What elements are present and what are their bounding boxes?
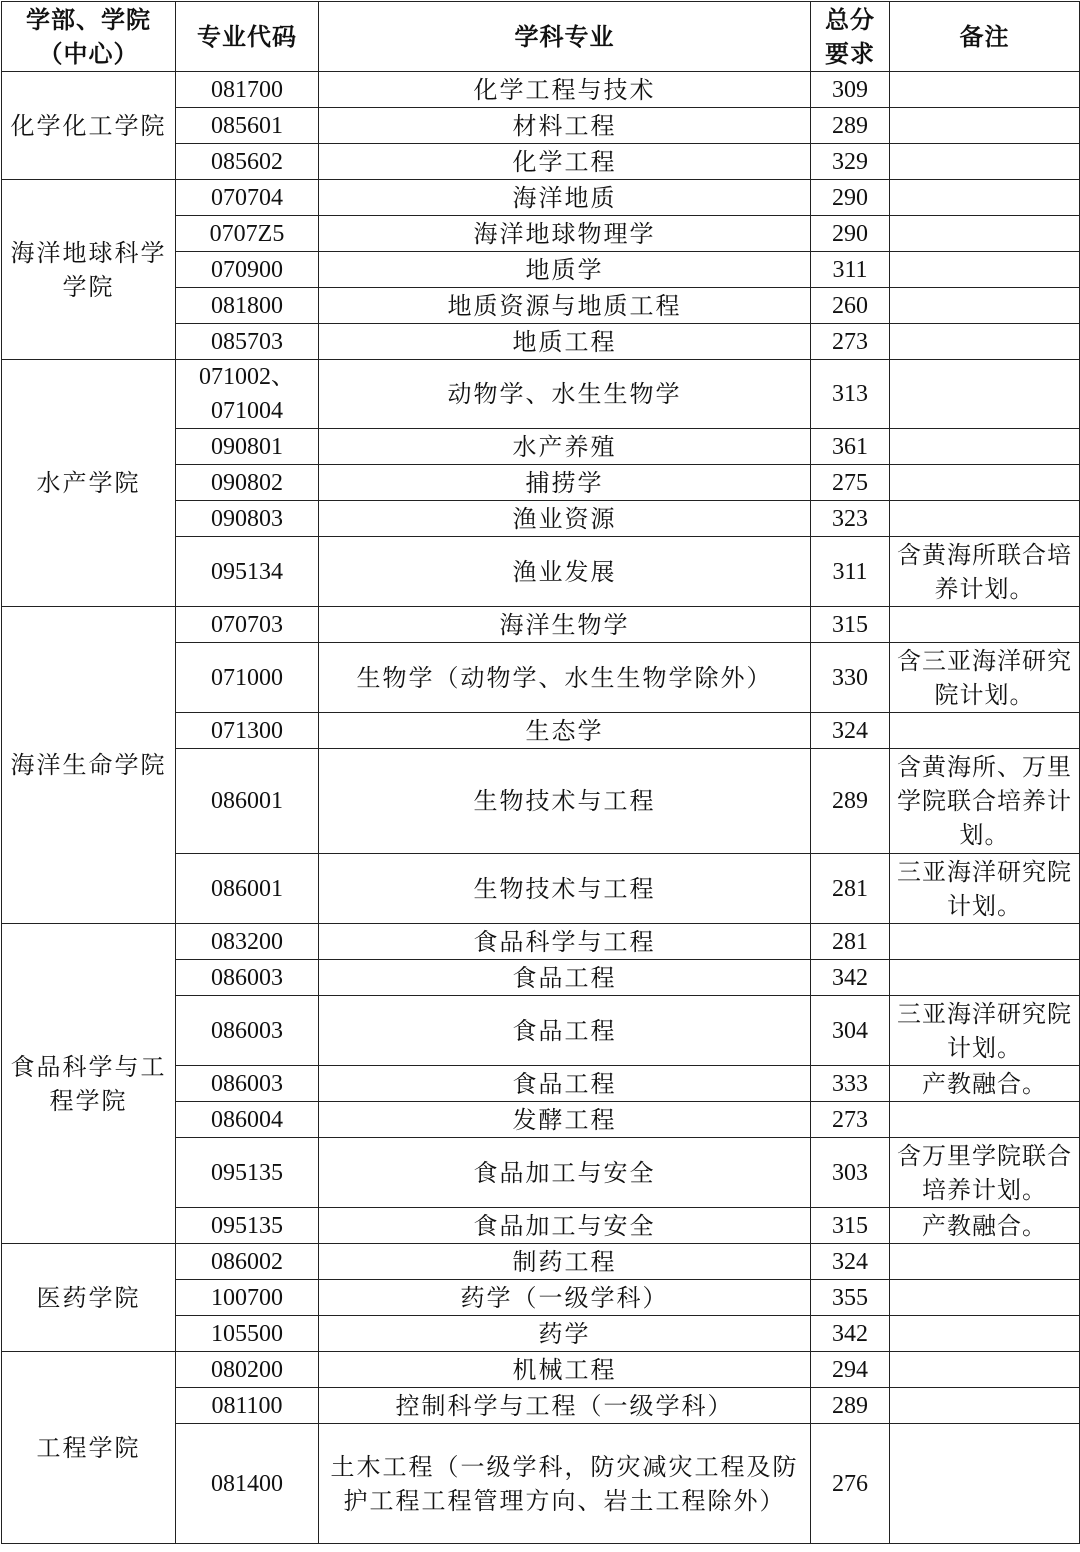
code-cell: 086001 xyxy=(176,749,319,854)
note-cell xyxy=(890,501,1080,537)
note-cell xyxy=(890,1388,1080,1424)
major-cell: 机械工程 xyxy=(319,1352,811,1388)
code-cell: 100700 xyxy=(176,1280,319,1316)
score-cell: 289 xyxy=(811,749,890,854)
score-cell: 342 xyxy=(811,1316,890,1352)
score-cell: 281 xyxy=(811,854,890,924)
dept-cell: 医药学院 xyxy=(2,1244,176,1352)
header-major: 学科专业 xyxy=(319,2,811,72)
table-row xyxy=(2,360,1080,429)
major-cell: 化学工程与技术 xyxy=(319,72,811,108)
dept-cell: 工程学院 xyxy=(2,1352,176,1544)
note-cell xyxy=(890,72,1080,108)
note-cell xyxy=(890,960,1080,996)
dept-cell: 水产学院 xyxy=(2,360,176,607)
major-cell: 食品科学与工程 xyxy=(319,924,811,960)
code-cell: 081100 xyxy=(176,1388,319,1424)
code-cell: 080200 xyxy=(176,1352,319,1388)
note-cell: 含万里学院联合培养计划。 xyxy=(890,1138,1080,1208)
major-cell: 地质学 xyxy=(319,252,811,288)
major-cell: 食品加工与安全 xyxy=(319,1138,811,1208)
note-cell: 产教融合。 xyxy=(890,1066,1080,1102)
score-cell: 275 xyxy=(811,465,890,501)
header-code: 专业代码 xyxy=(176,2,319,72)
note-cell xyxy=(890,216,1080,252)
major-cell: 制药工程 xyxy=(319,1244,811,1280)
code-cell: 090801 xyxy=(176,429,319,465)
note-cell: 三亚海洋研究院计划。 xyxy=(890,996,1080,1066)
code-cell: 086004 xyxy=(176,1102,319,1138)
note-cell xyxy=(890,108,1080,144)
note-cell xyxy=(890,429,1080,465)
code-cell: 095134 xyxy=(176,537,319,607)
code-cell: 090803 xyxy=(176,501,319,537)
table-row xyxy=(2,1244,1080,1280)
code-cell: 086003 xyxy=(176,996,319,1066)
score-cell: 309 xyxy=(811,72,890,108)
note-cell xyxy=(890,1102,1080,1138)
note-cell: 含三亚海洋研究院计划。 xyxy=(890,643,1080,713)
major-cell: 土木工程（一级学科，防灾减灾工程及防护工程工程管理方向、岩土工程除外） xyxy=(319,1424,811,1544)
note-cell xyxy=(890,144,1080,180)
major-cell: 渔业资源 xyxy=(319,501,811,537)
score-cell: 323 xyxy=(811,501,890,537)
major-cell: 海洋生物学 xyxy=(319,607,811,643)
score-cell: 361 xyxy=(811,429,890,465)
score-cell: 355 xyxy=(811,1280,890,1316)
score-cell: 324 xyxy=(811,713,890,749)
score-cell: 342 xyxy=(811,960,890,996)
score-requirements-table xyxy=(1,1,1080,1544)
dept-cell: 食品科学与工程学院 xyxy=(2,924,176,1244)
code-cell: 070703 xyxy=(176,607,319,643)
note-cell xyxy=(890,288,1080,324)
code-cell: 085602 xyxy=(176,144,319,180)
note-cell xyxy=(890,1280,1080,1316)
score-cell: 329 xyxy=(811,144,890,180)
note-cell xyxy=(890,924,1080,960)
note-cell xyxy=(890,607,1080,643)
score-cell: 315 xyxy=(811,1208,890,1244)
header-note: 备注 xyxy=(890,2,1080,72)
note-cell: 含黄海所联合培养计划。 xyxy=(890,537,1080,607)
major-cell: 食品加工与安全 xyxy=(319,1208,811,1244)
note-cell xyxy=(890,324,1080,360)
code-cell: 085601 xyxy=(176,108,319,144)
code-cell: 086001 xyxy=(176,854,319,924)
major-cell: 捕捞学 xyxy=(319,465,811,501)
major-cell: 药学 xyxy=(319,1316,811,1352)
code-cell: 095135 xyxy=(176,1208,319,1244)
score-cell: 324 xyxy=(811,1244,890,1280)
major-cell: 生态学 xyxy=(319,713,811,749)
note-cell: 产教融合。 xyxy=(890,1208,1080,1244)
code-cell: 086002 xyxy=(176,1244,319,1280)
score-cell: 304 xyxy=(811,996,890,1066)
code-cell: 086003 xyxy=(176,1066,319,1102)
score-cell: 273 xyxy=(811,1102,890,1138)
code-cell: 095135 xyxy=(176,1138,319,1208)
code-cell: 071002、071004 xyxy=(176,360,319,429)
score-cell: 330 xyxy=(811,643,890,713)
major-cell: 化学工程 xyxy=(319,144,811,180)
table-row xyxy=(2,180,1080,216)
major-cell: 地质工程 xyxy=(319,324,811,360)
score-cell: 276 xyxy=(811,1424,890,1544)
major-cell: 海洋地质 xyxy=(319,180,811,216)
score-cell: 315 xyxy=(811,607,890,643)
major-cell: 生物学（动物学、水生生物学除外） xyxy=(319,643,811,713)
score-cell: 260 xyxy=(811,288,890,324)
major-cell: 食品工程 xyxy=(319,960,811,996)
score-cell: 290 xyxy=(811,180,890,216)
score-cell: 289 xyxy=(811,108,890,144)
major-cell: 食品工程 xyxy=(319,996,811,1066)
code-cell: 071300 xyxy=(176,713,319,749)
code-cell: 081700 xyxy=(176,72,319,108)
note-cell: 三亚海洋研究院计划。 xyxy=(890,854,1080,924)
code-cell: 081800 xyxy=(176,288,319,324)
code-cell: 081400 xyxy=(176,1424,319,1544)
major-cell: 生物技术与工程 xyxy=(319,749,811,854)
major-cell: 控制科学与工程（一级学科） xyxy=(319,1388,811,1424)
code-cell: 071000 xyxy=(176,643,319,713)
note-cell xyxy=(890,360,1080,429)
note-cell xyxy=(890,1316,1080,1352)
code-cell: 083200 xyxy=(176,924,319,960)
code-cell: 070704 xyxy=(176,180,319,216)
note-cell xyxy=(890,180,1080,216)
score-cell: 281 xyxy=(811,924,890,960)
note-cell xyxy=(890,252,1080,288)
code-cell: 070900 xyxy=(176,252,319,288)
major-cell: 水产养殖 xyxy=(319,429,811,465)
major-cell: 渔业发展 xyxy=(319,537,811,607)
table-row xyxy=(2,72,1080,108)
code-cell: 085703 xyxy=(176,324,319,360)
score-cell: 313 xyxy=(811,360,890,429)
header-dept: 学部、学院（中心） xyxy=(2,2,176,72)
score-cell: 289 xyxy=(811,1388,890,1424)
dept-cell: 化学化工学院 xyxy=(2,72,176,180)
major-cell: 材料工程 xyxy=(319,108,811,144)
major-cell: 发酵工程 xyxy=(319,1102,811,1138)
header-score: 总分要求 xyxy=(811,2,890,72)
dept-cell: 海洋地球科学学院 xyxy=(2,180,176,360)
table-row xyxy=(2,924,1080,960)
major-cell: 药学（一级学科） xyxy=(319,1280,811,1316)
score-cell: 294 xyxy=(811,1352,890,1388)
major-cell: 生物技术与工程 xyxy=(319,854,811,924)
major-cell: 动物学、水生生物学 xyxy=(319,360,811,429)
score-cell: 333 xyxy=(811,1066,890,1102)
code-cell: 086003 xyxy=(176,960,319,996)
note-cell xyxy=(890,1424,1080,1544)
note-cell: 含黄海所、万里学院联合培养计划。 xyxy=(890,749,1080,854)
major-cell: 地质资源与地质工程 xyxy=(319,288,811,324)
major-cell: 海洋地球物理学 xyxy=(319,216,811,252)
dept-cell: 海洋生命学院 xyxy=(2,607,176,924)
code-cell: 090802 xyxy=(176,465,319,501)
table-row xyxy=(2,607,1080,643)
code-cell: 105500 xyxy=(176,1316,319,1352)
score-cell: 273 xyxy=(811,324,890,360)
score-cell: 290 xyxy=(811,216,890,252)
score-cell: 311 xyxy=(811,537,890,607)
code-cell: 0707Z5 xyxy=(176,216,319,252)
score-cell: 303 xyxy=(811,1138,890,1208)
score-cell: 311 xyxy=(811,252,890,288)
note-cell xyxy=(890,1352,1080,1388)
note-cell xyxy=(890,1244,1080,1280)
header-row xyxy=(2,2,1080,72)
note-cell xyxy=(890,713,1080,749)
table-row xyxy=(2,1352,1080,1388)
note-cell xyxy=(890,465,1080,501)
major-cell: 食品工程 xyxy=(319,1066,811,1102)
